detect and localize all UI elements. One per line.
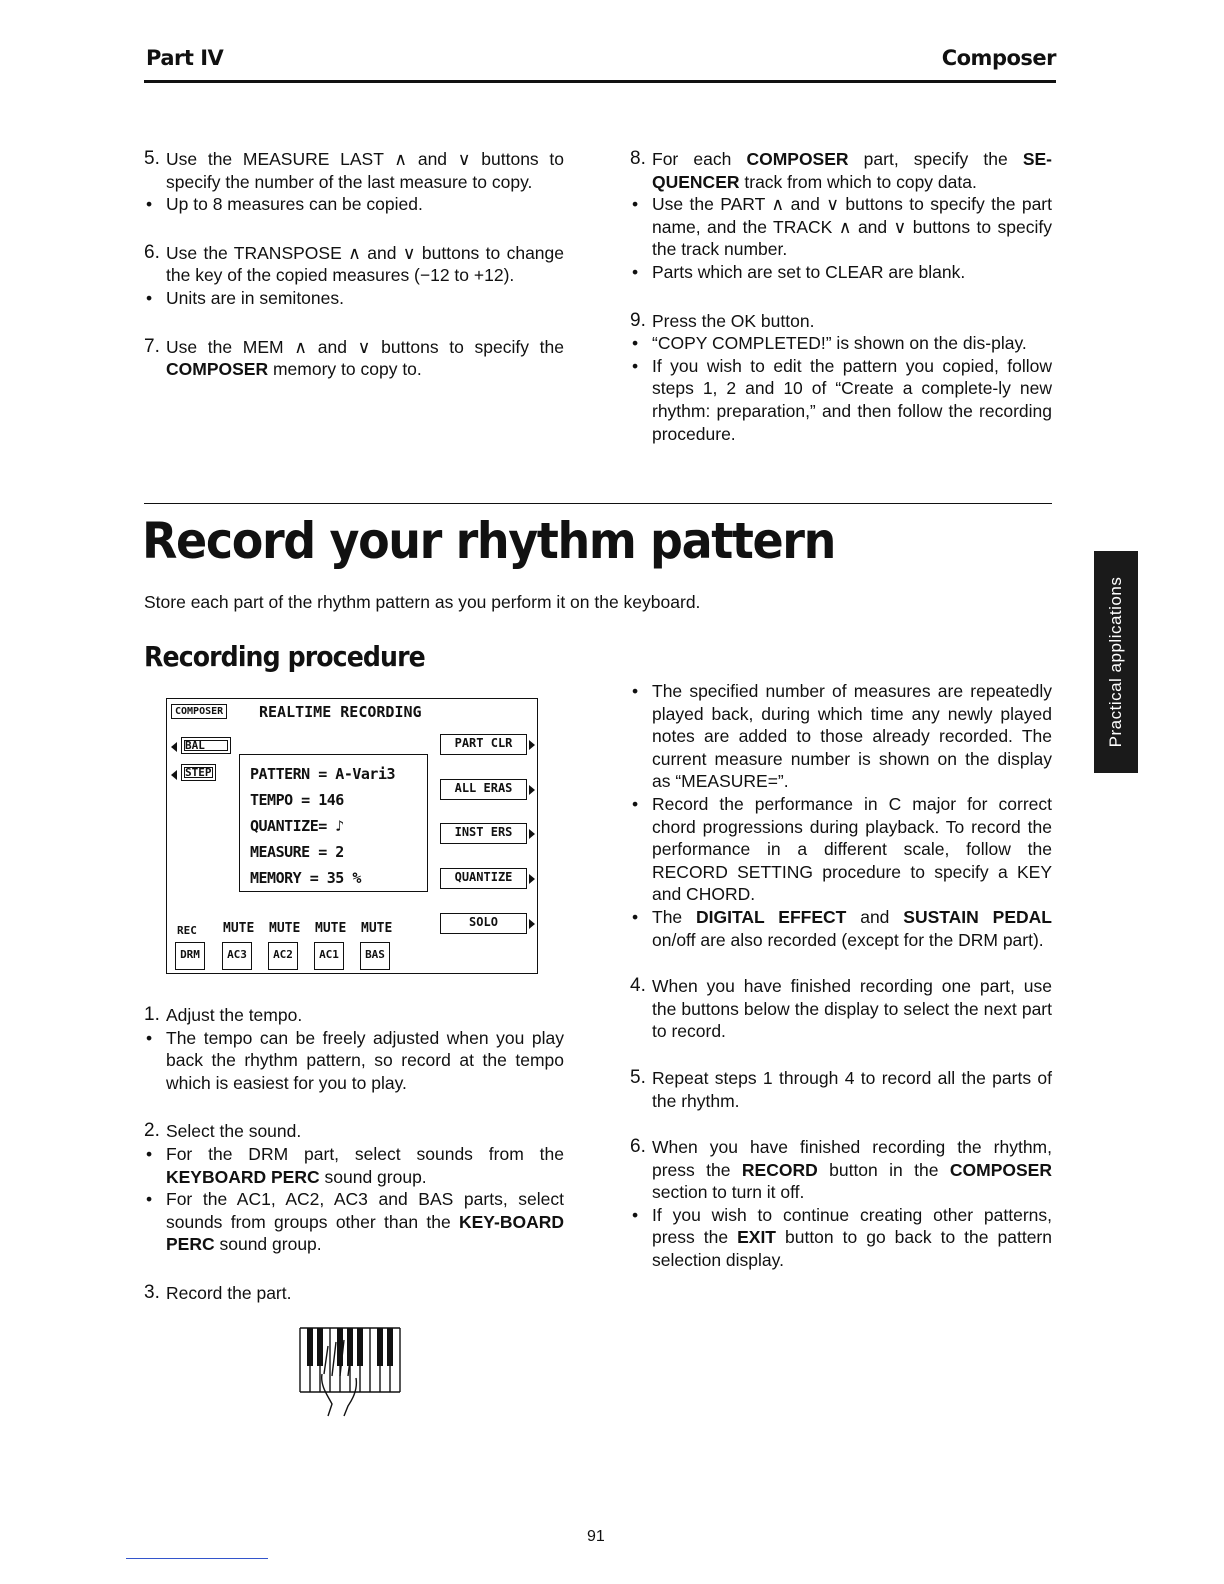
subsection-title: Recording procedure (144, 640, 425, 673)
step-4 (630, 975, 1052, 1043)
step-text-bold: COMPOSER (166, 359, 269, 380)
header-rule (144, 80, 1056, 83)
right-arrow-icon (529, 919, 535, 929)
part-ac3: AC3 (222, 942, 252, 970)
step-1 (144, 1004, 564, 1027)
step-text-bold: SE-QUENCER (652, 149, 1052, 192)
step-text: section to turn it off. (652, 1182, 805, 1203)
bullet: • Record the performance in C major for correct chord progressions during playback. To record the performance in a different scale, follow the RECORD SETTING procedure to specify a KEY and CHORD. (630, 793, 1052, 906)
solo-button: SOLO (440, 913, 527, 934)
bullet-text-bold: DIGITAL EFFECT (696, 906, 847, 927)
step-number: 1. (144, 1004, 160, 1025)
right-arrow-icon (529, 740, 535, 750)
top-right-column (630, 148, 1052, 445)
bullet-text: sound group. (319, 1166, 427, 1187)
side-tab-label: Practical applications (1106, 576, 1125, 748)
bullet: • “COPY COMPLETED!” is shown on the dis-play. (630, 332, 1052, 355)
step-text: Use the TRANSPOSE ∧ and ∨ buttons to change the key of the copied measures (−12 to +12). (166, 242, 564, 286)
hand-keyboard-illustration (298, 1324, 402, 1418)
step-text: Adjust the tempo. (166, 1005, 303, 1025)
step-text: Select the sound. (166, 1121, 302, 1142)
right-arrow-icon (529, 829, 535, 839)
pattern-line: PATTERN = A-Vari3 (250, 765, 396, 783)
bullet-text: For the DRM part, select sounds from the (166, 1143, 564, 1164)
step-text: button in the (817, 1159, 950, 1180)
step-5b (630, 1067, 1052, 1112)
bullet: • The specified number of measures are repeatedly played back, during which time any newly played notes are added to those already recorded. The current measure number is shown on the display as “MEASURE=”. (630, 680, 1052, 793)
bullet-text-bold: EXIT (737, 1227, 776, 1248)
step-number: 5. (630, 1066, 646, 1088)
part-drm: DRM (175, 942, 205, 970)
header-chapter: Composer (941, 46, 1056, 70)
step-button: STEP (181, 764, 216, 781)
right-arrow-icon (529, 874, 535, 884)
step-text: part, specify the (848, 149, 1023, 169)
step-number: 5. (144, 148, 160, 169)
step-number: 7. (144, 335, 160, 357)
bullet-text-bold: KEYBOARD PERC (166, 1166, 320, 1187)
step-7 (144, 336, 564, 381)
inst-ers-button: INST ERS (440, 823, 527, 844)
right-arrow-icon (529, 785, 535, 795)
bullet (630, 906, 1052, 951)
step-6 (144, 242, 564, 287)
bullet (144, 1188, 564, 1256)
display-heading: REALTIME RECORDING (259, 703, 422, 721)
step-text: Use the MEM ∧ and ∨ buttons to specify the (166, 336, 564, 357)
step-6b (630, 1136, 1052, 1204)
step-text-bold: COMPOSER (949, 1159, 1052, 1180)
bullet-text-bold: SUSTAIN PEDAL (903, 906, 1052, 927)
bullet-text: The (652, 906, 697, 927)
step-text: When you have finished recording the rhythm, press the (652, 1137, 1052, 1180)
mute-label: MUTE (361, 921, 393, 936)
bottom-left-column (144, 1004, 564, 1305)
bullet-text: For the AC1, AC2, AC3 and BAS parts, select sounds from groups other than the (166, 1189, 564, 1232)
step-5 (144, 148, 564, 193)
step-number: 6. (144, 241, 160, 263)
bullet-text: button to go back to the pattern selection display. (652, 1227, 1052, 1271)
all-eras-button: ALL ERAS (440, 779, 527, 800)
bullet (144, 1143, 564, 1188)
step-number: 3. (144, 1281, 160, 1303)
mute-label: MUTE (223, 921, 255, 936)
step-text: memory to copy to. (268, 359, 422, 380)
bullet: • The tempo can be freely adjusted when you play back the rhythm pattern, so record at the tempo which is easiest for you to play. (144, 1027, 564, 1095)
step-text: Record the part. (166, 1282, 292, 1303)
step-8 (630, 148, 1052, 193)
part-clr-button: PART CLR (440, 734, 527, 755)
section-rule (144, 503, 1052, 504)
info-box (239, 754, 428, 892)
step-text: Use the MEASURE LAST ∧ and ∨ buttons to specify the number of the last measure to copy. (166, 149, 564, 192)
step-text: When you have finished recording one part, use the buttons below the display to select the next part to record. (652, 976, 1052, 1042)
step-text: Repeat steps 1 through 4 to record all the parts of the rhythm. (652, 1067, 1052, 1111)
bullet: • Units are in semitones. (144, 287, 564, 310)
part-ac1: AC1 (314, 942, 344, 970)
rec-label: REC (177, 924, 197, 937)
step-9 (630, 310, 1052, 333)
page-number: 91 (587, 1528, 605, 1545)
part-bas: BAS (360, 942, 390, 970)
section-title: Record your rhythm pattern (142, 512, 835, 570)
memory-line: MEMORY = 35 % (250, 869, 361, 887)
step-number: 4. (630, 975, 646, 997)
step-text-bold: COMPOSER (746, 149, 849, 169)
mute-label: MUTE (315, 921, 347, 936)
step-2 (144, 1120, 564, 1143)
quantize-button: QUANTIZE (440, 868, 527, 889)
top-left-column (144, 148, 564, 381)
bullet: • If you wish to edit the pattern you copied, follow steps 1, 2 and 10 of “Create a complete-ly new rhythm: preparation,” and then follow the recording procedure. (630, 355, 1052, 445)
bullet-text: and (846, 906, 904, 927)
tempo-line: TEMPO = 146 (250, 791, 344, 809)
step-text: Press the OK button. (652, 310, 815, 331)
footer-link-line (126, 1558, 268, 1559)
step-3 (144, 1282, 564, 1305)
bullet: • Up to 8 measures can be copied. (144, 193, 564, 216)
side-tab (1094, 551, 1138, 773)
step-number: 9. (630, 309, 646, 331)
quantize-line: QUANTIZE= ♪ (250, 817, 344, 835)
bal-button: BAL (181, 737, 231, 754)
bullet-text: on/off are also recorded (except for the DRM part). (652, 929, 1044, 950)
left-arrow-icon (171, 770, 177, 780)
step-number: 2. (144, 1120, 160, 1142)
bullet: • Parts which are set to CLEAR are blank. (630, 261, 1052, 284)
bullet-text: If you wish to continue creating other patterns, press the (652, 1204, 1052, 1248)
bullet (630, 1204, 1052, 1272)
step-number: 8. (630, 148, 646, 169)
measure-line: MEASURE = 2 (250, 843, 344, 861)
composer-tab: COMPOSER (171, 704, 227, 719)
section-intro: Store each part of the rhythm pattern as you perform it on the keyboard. (144, 592, 701, 612)
lcd-display (166, 698, 538, 974)
step-text-bold: RECORD (741, 1159, 818, 1180)
left-arrow-icon (171, 742, 177, 752)
bottom-right-column (630, 680, 1052, 1272)
bullet: • Use the PART ∧ and ∨ buttons to specify the part name, and the TRACK ∧ and ∨ buttons to specify the track number. (630, 193, 1052, 261)
step-text: For each (652, 149, 747, 169)
bullet-text: sound group. (214, 1234, 322, 1255)
step-number: 6. (630, 1136, 646, 1158)
bullet-text-bold: KEY-BOARD PERC (166, 1211, 564, 1255)
header-part: Part IV (146, 46, 224, 70)
mute-label: MUTE (269, 921, 301, 936)
part-ac2: AC2 (268, 942, 298, 970)
step-text: track from which to copy data. (739, 171, 977, 192)
